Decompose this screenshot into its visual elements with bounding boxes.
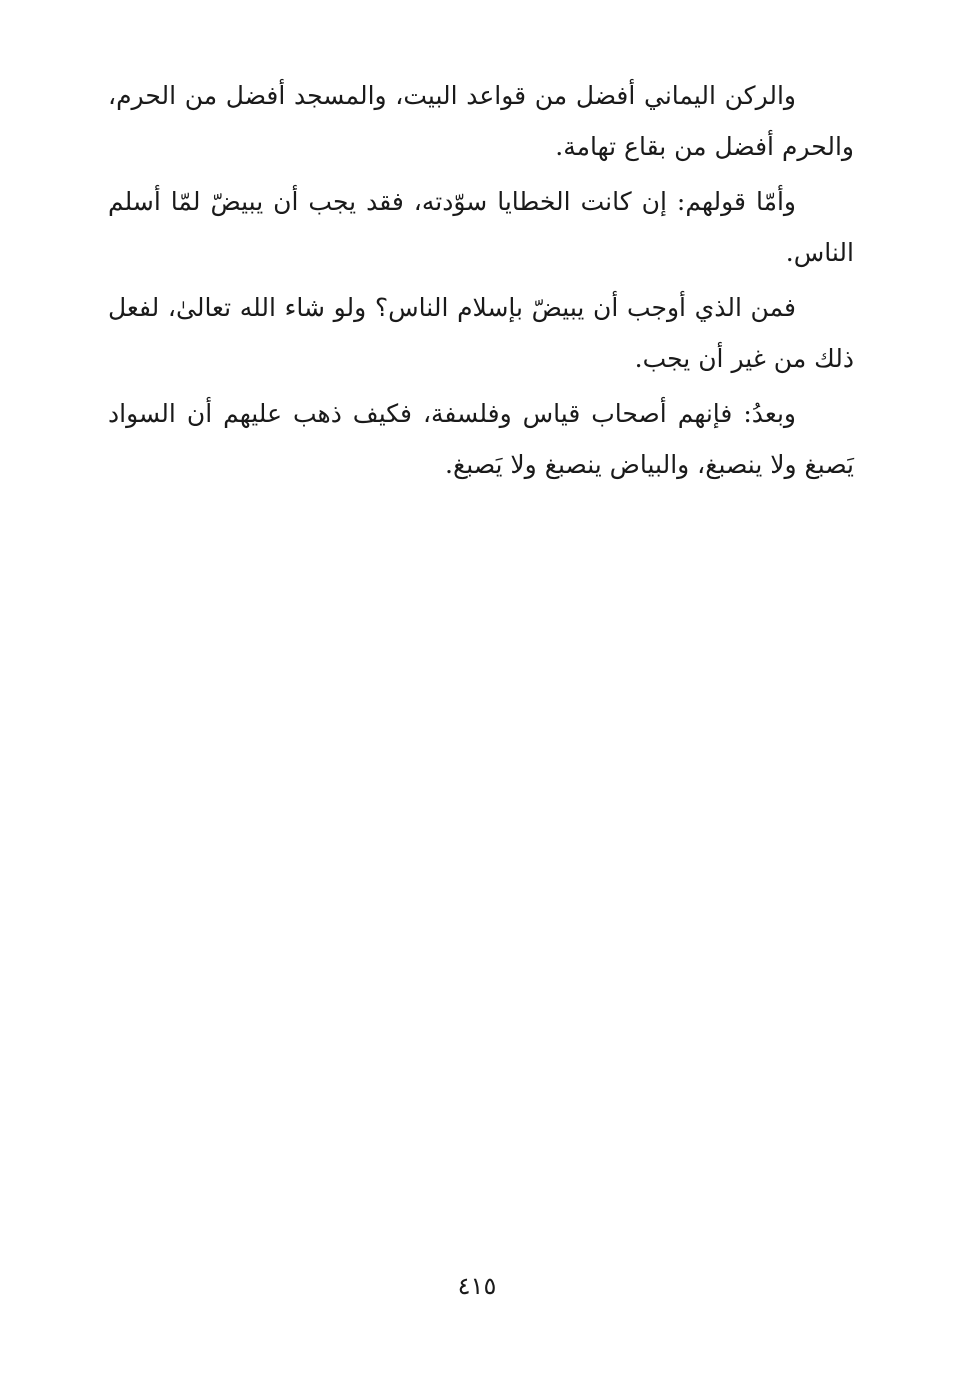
paragraph-2: وأمّا قولهم: إن كانت الخطايا سوّدته، فقد يجب أن يبيضّ لمّا أسلم الناس.	[108, 187, 854, 267]
paragraph-1: والركن اليماني أفضل من قواعد البيت، والمسجد أفضل من الحرم، والحرم أفضل من بقاع تهامة.	[108, 81, 854, 161]
body-text	[108, 70, 854, 494]
paragraph-3: فمن الذي أوجب أن يبيضّ بإسلام الناس؟ ولو شاء الله تعالىٰ، لفعل ذلك من غير أن يجب.	[108, 293, 854, 373]
paragraph-4: وبعدُ: فإنهم أصحاب قياس وفلسفة، فكيف ذهب عليهم أن السواد يَصبغ ولا ينصبغ، والبياض ينصبغ ولا يَصبغ.	[108, 399, 854, 479]
page-number: ٤١٥	[457, 1272, 497, 1300]
